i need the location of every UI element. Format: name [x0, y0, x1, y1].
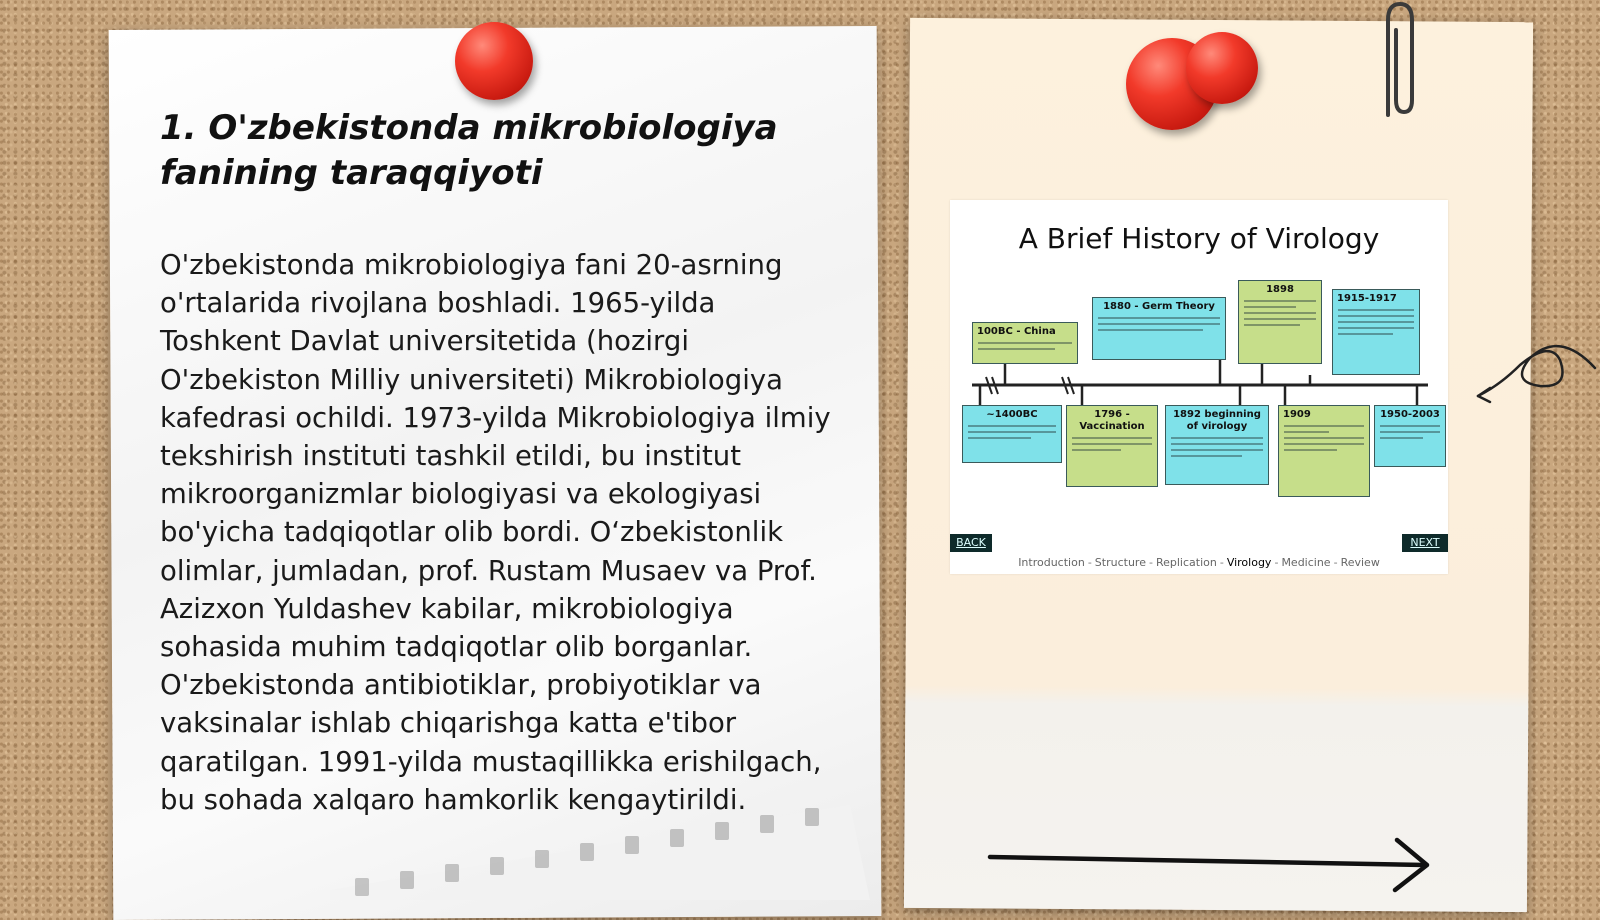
nav-link-virology[interactable]: Virology: [1226, 556, 1272, 569]
body-paragraph: O'zbekistonda mikrobiologiya fani 20-asrning o'rtalarida rivojlana boshladi. 1965-yilda Toshkent Davlat universitetida (hozirgi O'zbekiston Milliy universiteti) Mikrobiologiya kafedrasi ochildi. 1973-yilda Mikrobiologiya ilmiy tekshirish instituti tashkil etildi, bu institut mikroorganizmlar biologiyasi va ekologiyasi bo'yicha tadqiqotlar olib bordi. O‘zbekistonlik olimlar, jumladan, prof. Rustam Musaev va Prof. Azizxon Yuldashev kabilar, mikrobiologiya sohasida muhim tadqiqotlar olib borganlar. O'zbekistonda antibiotiklar, probiyotiklar va vaksinalar ishlab chiqarishga katta e'tibor qaratilgan. 1991-yilda mustaqillikka erishilgach, bu sohada xalqaro hamkorlik kengaytirildi.: [160, 249, 831, 816]
timeline-axis: [950, 200, 1448, 574]
timeline-event: 1915-1917: [1332, 289, 1420, 375]
next-button[interactable]: NEXT: [1402, 534, 1448, 552]
nav-link-review[interactable]: Review: [1340, 556, 1380, 569]
virology-slide: [950, 200, 1448, 574]
timeline-event: ~1400BC: [962, 405, 1062, 463]
back-button[interactable]: BACK: [950, 534, 992, 552]
timeline-event: 1950-2003: [1374, 405, 1446, 467]
push-pin-icon: [1186, 32, 1258, 104]
page-title: 1. O'zbekistonda mikrobiologiya fanining taraqqiyoti: [160, 108, 778, 193]
nav-link-replication[interactable]: Replication: [1155, 556, 1217, 569]
paperclip-icon: [1378, 0, 1422, 125]
torn-paper-strip: [330, 800, 870, 900]
timeline-event: 1892 beginning of virology: [1165, 405, 1269, 485]
nav-link-medicine[interactable]: Medicine: [1281, 556, 1331, 569]
curly-arrow-icon: [1470, 310, 1600, 410]
timeline-event: 1880 - Germ Theory: [1092, 297, 1226, 360]
slide-navigation: Introduction - Structure - Replication - Virology - Medicine - Review: [1018, 556, 1380, 569]
nav-link-structure[interactable]: Structure: [1094, 556, 1146, 569]
timeline-event: 100BC - China: [972, 322, 1078, 364]
timeline-event: 1898: [1238, 280, 1322, 364]
slide-title: A Brief History of Virology: [1018, 222, 1380, 255]
push-pin-icon: [455, 22, 533, 100]
nav-link-introduction[interactable]: Introduction: [1018, 556, 1085, 569]
timeline-event: 1909: [1278, 405, 1370, 497]
timeline-event: 1796 - Vaccination: [1066, 405, 1158, 487]
arrow-right-icon: [985, 835, 1445, 895]
